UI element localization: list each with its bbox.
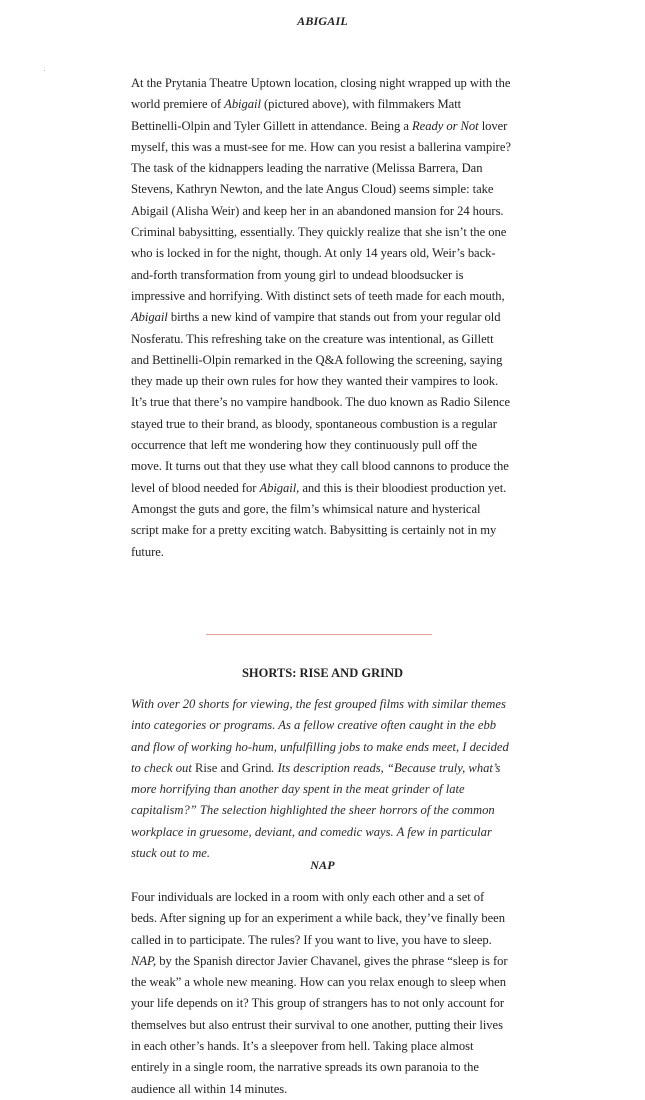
paragraph-text-segment: by the Spanish director Javier Chavanel, gives the phrase “sleep is for the weak” a whole new meaning. How can you relax enough to sleep when your life depends on it? This group of strangers has to not only account for themselves but also entrust their survival to one another, putting their lives in each other’s hands. It’s a sleepover from hell. Taking place almost entirely in a single room, the narrative spreads its own paranoia to the audience all within 14 minutes. [131,953,508,1096]
nap-review-block [131,887,511,1100]
section-heading-abigail: ABIGAIL [297,14,348,28]
paragraph-text-segment: births a new kind of vampire that stands out from your regular old Nosferatu. This refreshing take on the creature was intentional, as Gillett and Bettinelli-Olpin remarked in the Q&A following the screening, saying they made up their own rules for how they wanted their vampires to look. It’s true that there’s no vampire handbook. The duo known as Radio Silence stayed true to their brand, as bloody, spontaneous combustion is a regular occurrence that left me wondering how they continuously pull off the move. It turns out that they use what they call blood cannons to produce the level of blood needed for [131,310,511,495]
italic-title-text: Ready or Not [412,118,479,133]
stray-pixel [44,70,45,71]
italic-title-text: Abigail [131,310,168,325]
abigail-review-paragraph [131,73,511,563]
paragraph-text-segment: and this is their bloodiest production yet. Amongst the guts and gore, the film’s whimsical nature and hysterical script make for a pretty exciting watch. Babysitting is certainly not in my future. [131,480,507,559]
paragraph-text-segment: With over 20 shorts for viewing, the fest grouped films with similar themes into categories or programs. As a fellow creative often caught in the ebb and flow of working ho-hum, unfulfilling jobs to make ends meet, I decided to check out [131,697,509,775]
paragraph-text-segment: Four individuals are locked in a room with only each other and a set of beds. After signing up for an experiment a while back, they’ve finally been called in to participate. The rules? If you want to live, you have to sleep. [131,890,505,947]
paragraph-text-segment: lover myself, this was a must-see for me. How can you resist a ballerina vampire? The task of the kidnappers leading the narrative (Melissa Barrera, Dan Stevens, Kathryn Newton, and the late Angus Cloud) seems simple: take Abigail (Alisha Weir) and keep her in an abandoned mansion for 24 hours. Criminal babysitting, essentially. They quickly realize that she isn’t the one who is locked in for the night, though. At only 14 years old, Weir’s back-and-forth transformation from young girl to undead bloodsucker is impressive and horrifying. With distinct sets of teeth made for each mouth, [131,118,511,303]
paragraph-text-segment: At the Prytania Theatre Uptown location, closing night wrapped up with the world premiere of [131,76,511,112]
paragraph-text-segment: . Its description reads, “Because truly, what’s more horrifying than another day spent in the meat grinder of late capitalism?” The selection highlighted the sheer horrors of the common workplace in gruesome, deviant, and comedic ways. A few in particular stuck out to me. [131,760,501,861]
italic-title-text: NAP, [131,953,157,968]
shorts-intro-block [131,694,511,864]
section-heading-shorts: SHORTS: RISE AND GRIND [241,666,404,680]
paragraph-text-segment: (pictured above), with filmmakers Matt Bettinelli-Olpin and Tyler Gillett in attendance. Being a [131,97,462,133]
italic-title-text: Abigail, [259,480,300,495]
program-name-text: Rise and Grind [195,760,272,775]
nap-review-paragraph [131,887,511,1100]
shorts-intro-paragraph [131,694,511,864]
section-divider [206,634,432,635]
abigail-review-block [131,73,511,563]
section-heading-nap: NAP [310,858,335,872]
italic-title-text: Abigail [224,97,261,112]
